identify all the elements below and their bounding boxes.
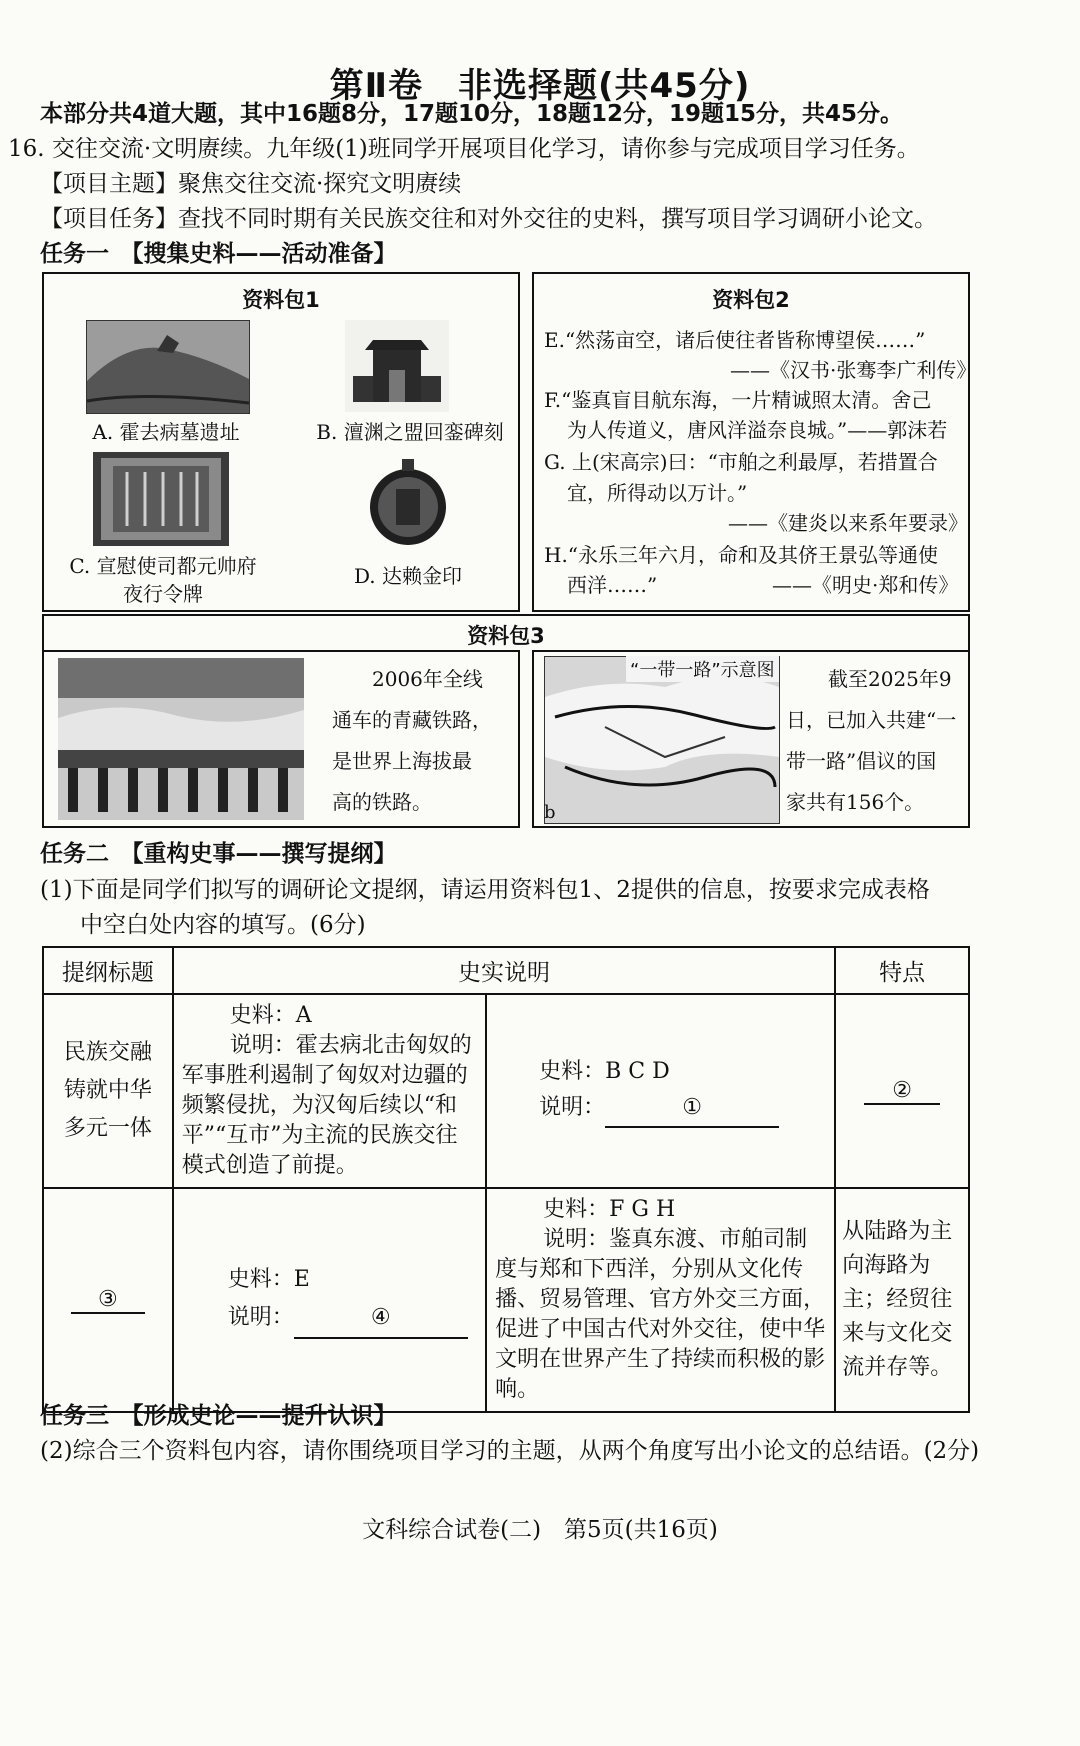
caption-c-line1: C. 宣慰使司都元帅府 bbox=[69, 554, 257, 578]
section-intro: 本部分共4道大题，其中16题8分，17题10分，18题12分，19题15分，共45分。 bbox=[40, 101, 904, 127]
railway-text-4: 高的铁路。 bbox=[332, 790, 432, 814]
source-g-line2: 宜，所得动以万计。” bbox=[567, 481, 748, 505]
row1-fact-bcd-cell bbox=[486, 994, 835, 1188]
header-features: 特点 bbox=[835, 947, 969, 994]
row2-fact-fgh-cell bbox=[486, 1188, 835, 1412]
row2-desc-label: 说明： bbox=[227, 1305, 294, 1330]
table-header-row bbox=[43, 947, 969, 994]
row1-desc-a: 说明：霍去病北击匈奴的军事胜利遏制了匈奴对边疆的频繁侵扰，为汉匈后续以“和平”“互市”为主流的民族交往模式创造了前提。 bbox=[181, 1033, 472, 1178]
header-facts: 史实说明 bbox=[173, 947, 836, 994]
belt-road-text-4: 家共有156个。 bbox=[786, 790, 925, 814]
question-1-line1: (1)下面是同学们拟写的调研论文提纲，请运用资料包1、2提供的信息，按要求完成表格 bbox=[40, 877, 930, 903]
belt-road-text-1: 截至2025年9 bbox=[828, 667, 952, 691]
source-e-cite: ——《汉书·张骞李广利传》 bbox=[730, 358, 977, 382]
outline-table bbox=[42, 946, 970, 1413]
row2-title-cell bbox=[43, 1188, 173, 1412]
page-footer: 文科综合试卷(二) 第5页(共16页) bbox=[362, 1517, 718, 1543]
source-h-line2: 西洋……” bbox=[567, 573, 658, 597]
belt-road-text-3: 带一路”倡议的国 bbox=[786, 749, 937, 773]
task-one-heading: 任务一 【搜集史料——活动准备】 bbox=[40, 241, 397, 267]
row2-feature-cell: 从陆路为主向海路为主；经贸往来与文化交流并存等。 bbox=[835, 1188, 969, 1412]
row2-desc-fgh: 说明：鉴真东渡、市舶司制度与郑和下西洋，分别从文化传播、贸易管理、官方外交三方面，促进了中国古代对外交往，使中华文明在世界产生了持续而积极的影响。 bbox=[495, 1227, 826, 1402]
table-row bbox=[43, 1188, 969, 1412]
question-1-line2: 中空白处内容的填写。(6分) bbox=[80, 912, 366, 938]
row1-source-a: 史料：A bbox=[229, 1003, 312, 1028]
row1-title-line1: 民族交融 bbox=[63, 1040, 152, 1065]
task-three-heading: 任务三 【形成史论——提升认识】 bbox=[40, 1403, 397, 1429]
source-g-cite: ——《建炎以来系年要录》 bbox=[728, 511, 968, 535]
source-e-line1: E.“然荡亩空，诸后使往者皆称博望侯……” bbox=[544, 328, 926, 352]
belt-road-text-2: 日，已加入共建“一 bbox=[786, 708, 957, 732]
tomb-site-image bbox=[86, 320, 250, 414]
row1-fact-a-cell bbox=[173, 994, 486, 1188]
token-image bbox=[93, 452, 229, 546]
golden-seal-image bbox=[366, 455, 450, 547]
qinghai-tibet-railway-image bbox=[58, 658, 304, 820]
header-outline-title: 提纲标题 bbox=[43, 947, 173, 994]
row1-feature-cell bbox=[835, 994, 969, 1188]
row1-title-cell bbox=[43, 994, 173, 1188]
row2-fact-e-cell bbox=[173, 1188, 486, 1412]
source-h-line1: H.“永乐三年六月，命和及其侪王景弘等通使 bbox=[544, 543, 939, 567]
project-theme: 【项目主题】聚焦交往交流·探究文明赓续 bbox=[40, 171, 462, 197]
table-row bbox=[43, 994, 969, 1188]
row1-title-line2: 铸就中华 bbox=[63, 1078, 152, 1103]
project-task: 【项目任务】查找不同时期有关民族交往和对外交往的史料，撰写项目学习调研小论文。 bbox=[40, 206, 937, 232]
caption-a: A. 霍去病墓遗址 bbox=[92, 420, 240, 444]
task-two-heading: 任务二 【重构史事——撰写提纲】 bbox=[40, 841, 397, 867]
source-g-line1: G. 上(宋高宗)曰：“市舶之利最厚，若措置合 bbox=[544, 450, 938, 474]
section-title: 第Ⅱ卷 非选择题(共45分) bbox=[329, 66, 751, 106]
caption-b: B. 澶渊之盟回銮碑刻 bbox=[316, 420, 504, 444]
source-h-cite: ——《明史·郑和传》 bbox=[772, 573, 959, 597]
caption-d: D. 达赖金印 bbox=[353, 564, 463, 588]
railway-text-3: 是世界上海拔最 bbox=[332, 749, 472, 773]
blank-2-field[interactable]: ② bbox=[864, 1078, 940, 1105]
row2-source-fgh: 史料：F G H bbox=[543, 1197, 676, 1222]
blank-3-field[interactable]: ③ bbox=[71, 1287, 145, 1314]
blank-1-field[interactable]: ① bbox=[605, 1090, 779, 1128]
source-f-line1: F.“鉴真盲目航东海，一片精诚照太清。舍己 bbox=[544, 388, 932, 412]
caption-c-line2: 夜行令牌 bbox=[123, 582, 203, 606]
pack-2-title: 资料包2 bbox=[712, 288, 790, 312]
source-f-line2: 为人传道义，唐风洋溢奈良城。”——郭沫若 bbox=[567, 418, 948, 442]
blank-4-field[interactable]: ④ bbox=[294, 1299, 468, 1339]
question-16-stem: 16. 交往交流·文明赓续。九年级(1)班同学开展项目化学习，请你参与完成项目学习任务。 bbox=[8, 136, 920, 162]
pack-3-title: 资料包3 bbox=[467, 624, 545, 648]
row1-title-line3: 多元一体 bbox=[63, 1116, 152, 1141]
pack-1-title: 资料包1 bbox=[242, 288, 320, 312]
railway-text-2: 通车的青藏铁路， bbox=[332, 708, 492, 732]
row1-desc-label: 说明： bbox=[539, 1095, 606, 1120]
stele-image bbox=[345, 320, 449, 412]
map-corner-mark: b bbox=[544, 802, 556, 823]
map-title: “一带一路”示意图 bbox=[626, 656, 779, 682]
material-pack-3-header bbox=[42, 614, 970, 650]
row1-source-bcd: 史料：B C D bbox=[539, 1059, 670, 1084]
question-2: (2)综合三个资料包内容，请你围绕项目学习的主题，从两个角度写出小论文的总结语。(2分) bbox=[40, 1438, 980, 1464]
row2-source-e: 史料：E bbox=[227, 1267, 310, 1292]
railway-text-1: 2006年全线 bbox=[372, 667, 483, 691]
